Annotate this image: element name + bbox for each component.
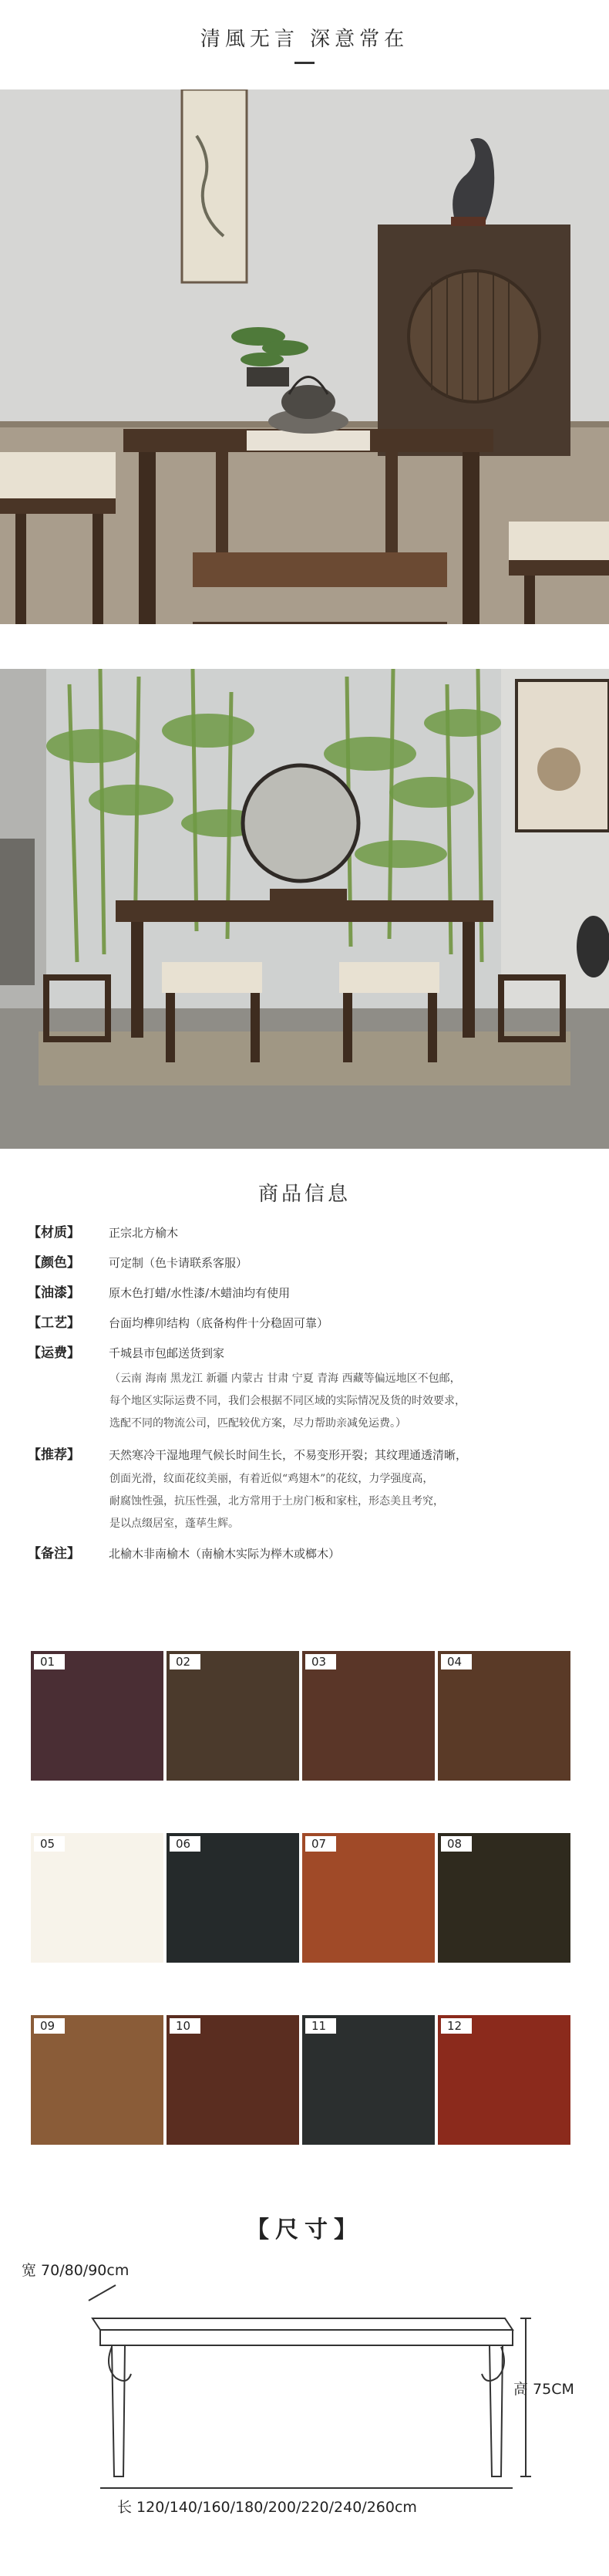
swatch-number: 03 (305, 1654, 336, 1670)
info-row-material (28, 1221, 178, 1241)
color-swatch (302, 1651, 435, 1781)
info-row-color (28, 1251, 247, 1271)
recommend-note-line: 是以点缀居室，蓬荜生辉。 (109, 1518, 239, 1530)
info-key: 【工艺】 (28, 1315, 80, 1331)
shipping-note-line: （云南 海南 黑龙江 新疆 内蒙古 甘肃 宁夏 青海 西藏等偏远地区不包邮， (109, 1372, 461, 1385)
info-key: 【油漆】 (28, 1285, 80, 1301)
tearoom-illustration (0, 89, 609, 624)
color-swatch (438, 1651, 570, 1781)
swatch-number: 11 (305, 2018, 336, 2034)
info-key: 【推荐】 (28, 1447, 80, 1463)
info-key: 【颜色】 (28, 1255, 80, 1271)
color-swatch (438, 2015, 570, 2145)
info-key: 【备注】 (28, 1546, 80, 1561)
swatch-number: 07 (305, 1836, 336, 1852)
table-line-drawing (69, 2276, 532, 2492)
shipping-note-line: 选配不同的物流公司，匹配较优方案，尽力帮助亲减免运费。） (109, 1417, 406, 1430)
swatch-number: 12 (441, 2018, 472, 2034)
table-dimension-drawing (69, 2276, 532, 2492)
info-value: 千城县市包邮送货到家 (109, 1346, 225, 1360)
info-value: 可定制（色卡请联系客服） (109, 1256, 248, 1270)
swatch-number: 09 (34, 2018, 65, 2034)
swatch-number: 08 (441, 1836, 472, 1852)
info-row-recommend (28, 1443, 467, 1463)
info-key: 【运费】 (28, 1345, 80, 1361)
shipping-note (109, 1368, 587, 1435)
color-swatch (31, 2015, 163, 2145)
width-label: 宽 70/80/90cm (22, 2262, 130, 2279)
color-swatch-grid (31, 1651, 578, 2145)
page-title: 清風无言 深意常在 (200, 28, 409, 51)
color-swatch (438, 1833, 570, 1963)
title-divider (294, 62, 315, 64)
recommend-note (109, 1468, 587, 1535)
swatch-number: 10 (170, 2018, 200, 2034)
color-swatch (167, 2015, 299, 2145)
info-row-shipping (28, 1342, 224, 1361)
swatch-number: 01 (34, 1654, 65, 1670)
color-swatch (302, 1833, 435, 1963)
color-swatch (31, 1833, 163, 1963)
size-title: 【尺寸】 (246, 2216, 363, 2243)
color-swatch (31, 1651, 163, 1781)
swatch-number: 05 (34, 1836, 65, 1852)
product-photo-courtyard (0, 669, 609, 1149)
section-title: 商品信息 (257, 1183, 351, 1206)
info-value: 正宗北方榆木 (109, 1226, 179, 1240)
color-swatch (167, 1833, 299, 1963)
length-label: 长 120/140/160/180/200/220/240/260cm (117, 2499, 417, 2516)
info-row-craft (28, 1312, 328, 1331)
swatch-number: 04 (441, 1654, 472, 1670)
info-value: 台面均榫卯结构（底备构件十分稳固可靠） (109, 1316, 329, 1330)
color-swatch (302, 2015, 435, 2145)
info-value: 北榆木非南榆木（南榆木实际为榉木或榔木） (109, 1547, 341, 1561)
recommend-note-line: 耐腐蚀性强，抗压性强，北方常用于土房门板和家柱，形态美且考究， (109, 1495, 444, 1507)
recommend-note-line: 创面光滑，纹面花纹美丽，有着近似“鸡翅木”的花纹，力学强度高， (109, 1473, 434, 1485)
swatch-number: 02 (170, 1654, 200, 1670)
shipping-note-line: 每个地区实际运费不同，我们会根据不同区域的实际情况及货的时效要求， (109, 1395, 466, 1407)
product-photo-tearoom (0, 89, 609, 624)
courtyard-illustration (0, 669, 609, 1149)
info-row-paint (28, 1281, 290, 1301)
info-row-remark (28, 1542, 340, 1561)
color-swatch (167, 1651, 299, 1781)
info-value: 原木色打蜡/水性漆/木蜡油均有使用 (109, 1286, 291, 1300)
info-key: 【材质】 (28, 1225, 80, 1241)
height-label: 高 75CM (513, 2381, 574, 2398)
swatch-number: 06 (170, 1836, 200, 1852)
info-value: 天然寒冷干湿地理气候长时间生长，不易变形开裂；其纹理通透清晰， (109, 1448, 468, 1462)
